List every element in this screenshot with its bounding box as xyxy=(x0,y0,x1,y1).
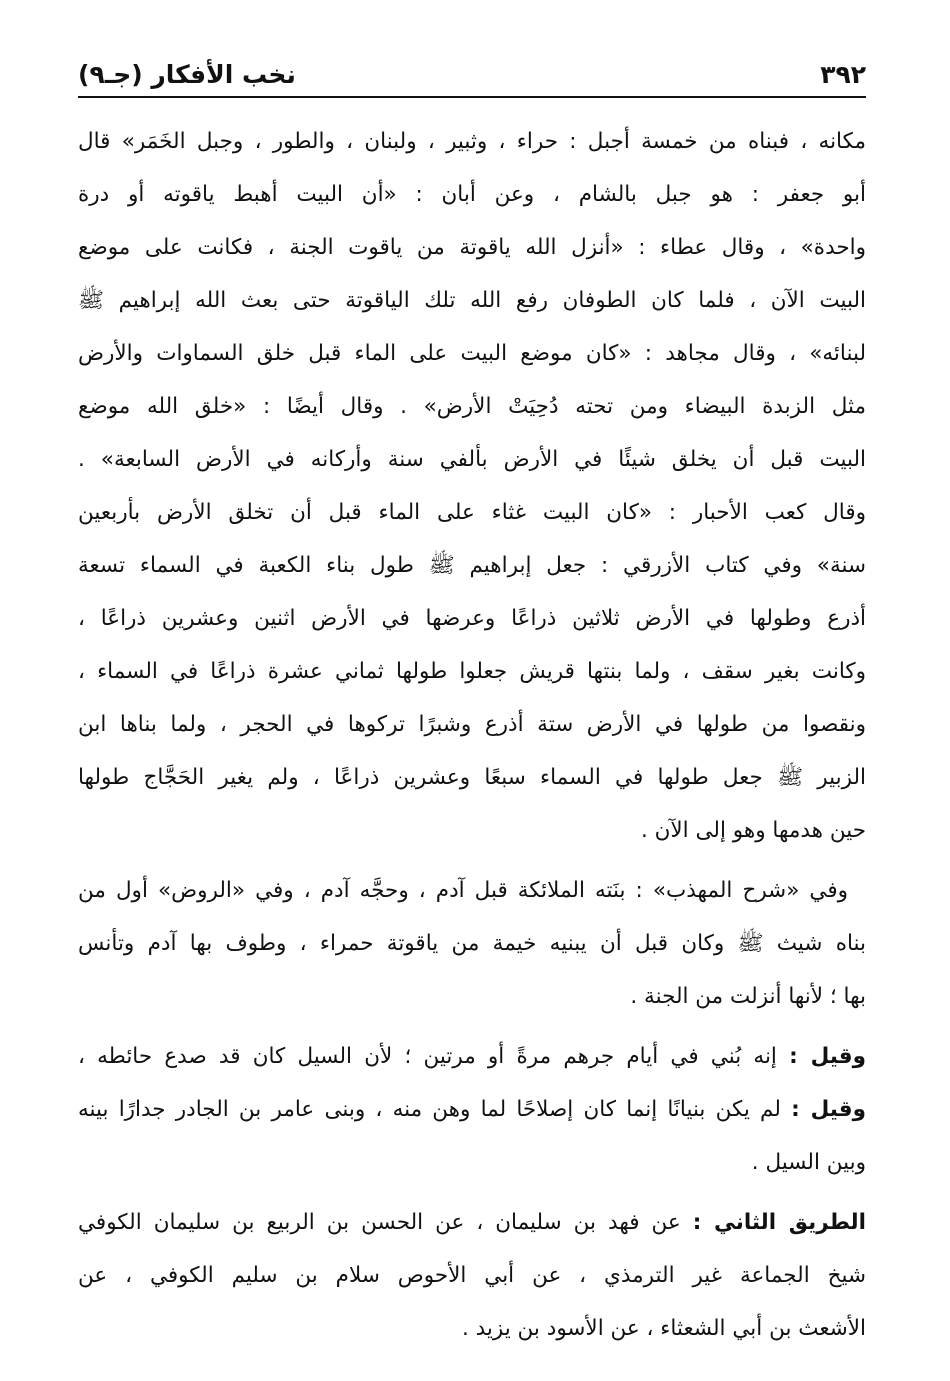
line-text: عن فهد بن سليمان ، عن الحسن بن الربيع بن سليمان الكوفي xyxy=(78,1210,693,1235)
text-line: بها ؛ لأنها أنزلت من الجنة . xyxy=(630,984,866,1009)
page-number: ٣٩٢ xyxy=(820,59,866,89)
bold-lead: الطريق الثاني : xyxy=(692,1210,866,1235)
paragraph xyxy=(78,1196,866,1355)
text-line: أبو جعفر : هو جبل بالشام ، وعن أبان : «أن البيت أهبط ياقوته أو درة xyxy=(78,182,866,207)
text-line: لبنائه» ، وقال مجاهد : «كان موضع البيت على الماء قبل خلق السماوات والأرض xyxy=(78,341,866,366)
line-text: إنه بُني في أيام جرهم مرةً أو مرتين ؛ لأن السيل كان قد صدع حائطه ، xyxy=(78,1044,790,1069)
text-line: الزبير ﷺ جعل طولها في السماء سبعًا وعشرين ذراعًا ، ولم يغير الحَجَّاج طولها xyxy=(78,765,866,790)
running-header xyxy=(78,52,866,98)
text-line: مثل الزبدة البيضاء ومن تحته دُحِيَتْ الأرض» . وقال أيضًا : «خلق الله موضع xyxy=(78,394,866,419)
text-line: ونقصوا من طولها في الأرض ستة أذرع وشبرًا تركوها في الحجر ، ولما بناها ابن xyxy=(78,712,866,737)
text-line: البيت قبل أن يخلق شيئًا في الأرض بألفي سنة وأركانه في الأرض السابعة» . xyxy=(78,447,866,472)
line-text: لم يكن بنيانًا إنما كان إصلاحًا لما وهن منه ، وبنى عامر بن الجادر جدارًا بينه xyxy=(78,1097,792,1122)
text-line: شيخ الجماعة غير الترمذي ، عن أبي الأحوص سلام بن سليم الكوفي ، عن xyxy=(78,1263,866,1288)
text-line: بناه شيث ﷺ وكان قبل أن يبنيه خيمة من ياقوتة حمراء ، وطوف بها آدم وتأنس xyxy=(78,931,866,956)
page xyxy=(78,52,866,1355)
text-line: وفي «شرح المهذب» : بنَته الملائكة قبل آدم ، وحجَّه آدم ، وفي «الروض» أول من xyxy=(78,878,848,903)
paragraph xyxy=(78,115,866,857)
text-line: واحدة» ، وقال عطاء : «أنزل الله ياقوتة من ياقوت الجنة ، فكانت على موضع xyxy=(78,235,866,260)
book-title: نخب الأفكار (جـ٩) xyxy=(78,59,296,89)
text-line: حين هدمها وهو إلى الآن . xyxy=(640,818,866,843)
paragraph xyxy=(78,1030,866,1189)
text-line: البيت الآن ، فلما كان الطوفان رفع الله تلك الياقوتة حتى بعث الله إبراهيم ﷺ xyxy=(78,288,866,313)
text-line: سنة» وفي كتاب الأزرقي : جعل إبراهيم ﷺ طول بناء الكعبة في السماء تسعة xyxy=(78,553,866,578)
text-line: وكانت بغير سقف ، ولما بنتها قريش جعلوا طولها ثماني عشرة ذراعًا في السماء ، xyxy=(78,659,866,684)
text-line: الأشعث بن أبي الشعثاء ، عن الأسود بن يزيد . xyxy=(461,1316,866,1341)
text-line: وقال كعب الأحبار : «كان البيت غثاء على الماء قبل أن تخلق الأرض بأربعين xyxy=(78,500,866,525)
page-body xyxy=(78,115,866,1355)
text-line: مكانه ، فبناه من خمسة أجبل : حراء ، وثبير ، ولبنان ، والطور ، وجبل الخَمَر» قال xyxy=(78,129,866,154)
bold-lead: وقيل : xyxy=(791,1097,866,1122)
text-line: وبين السيل . xyxy=(751,1150,866,1175)
paragraph xyxy=(78,864,866,1023)
bold-lead: وقيل : xyxy=(789,1044,866,1069)
text-line xyxy=(78,1083,866,1136)
text-line xyxy=(78,1196,866,1249)
text-line: أذرع وطولها في الأرض ثلاثين ذراعًا وعرضها في الأرض اثنين وعشرين ذراعًا ، xyxy=(78,606,866,631)
text-line xyxy=(78,1030,866,1083)
